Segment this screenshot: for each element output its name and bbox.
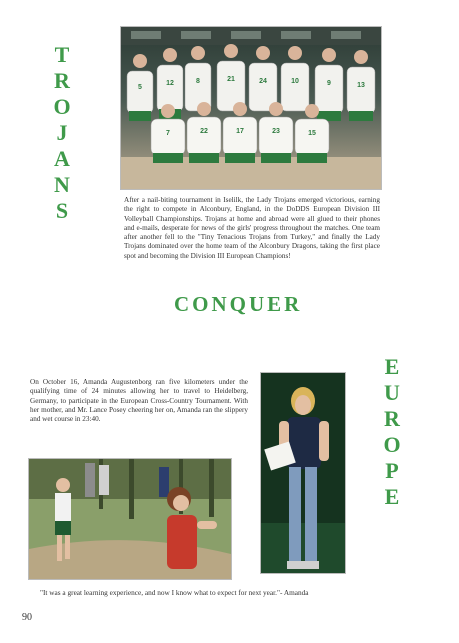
- title-letter: R: [384, 406, 400, 431]
- title-letter: S: [55, 198, 69, 223]
- title-letter: P: [385, 458, 399, 483]
- jersey-number: 22: [200, 128, 208, 135]
- jersey-number: 23: [272, 128, 280, 135]
- title-letter: U: [384, 380, 400, 405]
- title-letter: E: [384, 484, 400, 509]
- title-letter: N: [54, 172, 70, 197]
- jersey-number: 21: [227, 76, 235, 83]
- jersey-number: 9: [327, 80, 331, 87]
- jersey-number: 7: [166, 130, 170, 137]
- jersey-number: 8: [196, 78, 200, 85]
- team-photo-illustration: [121, 27, 381, 189]
- jersey-number: 13: [357, 82, 365, 89]
- headline-conquer: CONQUER: [174, 292, 303, 316]
- title-letter: E: [384, 354, 400, 379]
- side-title-trojans: [50, 44, 74, 226]
- jersey-number: 15: [308, 130, 316, 137]
- jersey-number: 17: [236, 128, 244, 135]
- cross-country-caption: On October 16, Amanda Augustenborg ran five kilometers under the qualifying time of 24 minutes allowing her to travel to Heidelberg, Germany, to participate in the European Cross-Country Tournament. With her mother, and Mr. Lance Posey cheering her on, Amanda ran the slippery and wet course in 23:40.: [30, 378, 248, 424]
- title-letter: O: [383, 432, 401, 457]
- cross-country-race-photo: [28, 458, 232, 580]
- title-letter: A: [54, 146, 70, 171]
- volleyball-caption: After a nail-biting tournament in Iselilk, the Lady Trojans emerged victorious, earning the right to compete in Alconbury, England, in the DoDDS European Division III Volleyball Championships. Trojans at home and abroad were all glued to their phones and e-mails, desperate for news of the girls' progress throughout the matches. One team after another fell to the "Tiny Tenacious Trojans from Turkey," and finally the Lady Trojans dominated over the home team of the Alconbury Dragons, taking the first place spot and becoming the Division III European Champions!: [124, 196, 380, 260]
- jersey-number: 10: [291, 78, 299, 85]
- volleyball-team-photo: [120, 26, 382, 190]
- title-letter: O: [53, 94, 71, 119]
- race-photo-illustration: [29, 459, 231, 579]
- side-title-europe: [380, 356, 404, 512]
- title-letter: T: [54, 42, 70, 67]
- title-letter: R: [54, 68, 70, 93]
- jersey-number: 5: [138, 84, 142, 91]
- jersey-number: 12: [166, 80, 174, 87]
- title-letter: J: [56, 120, 68, 145]
- amanda-quote: "It was a great learning experience, and now I know what to expect for next year."- Amanda: [40, 588, 309, 597]
- amanda-portrait-photo: [260, 372, 346, 574]
- jersey-number: 24: [259, 78, 267, 85]
- page-number: 90: [22, 612, 32, 623]
- portrait-illustration: [261, 373, 345, 573]
